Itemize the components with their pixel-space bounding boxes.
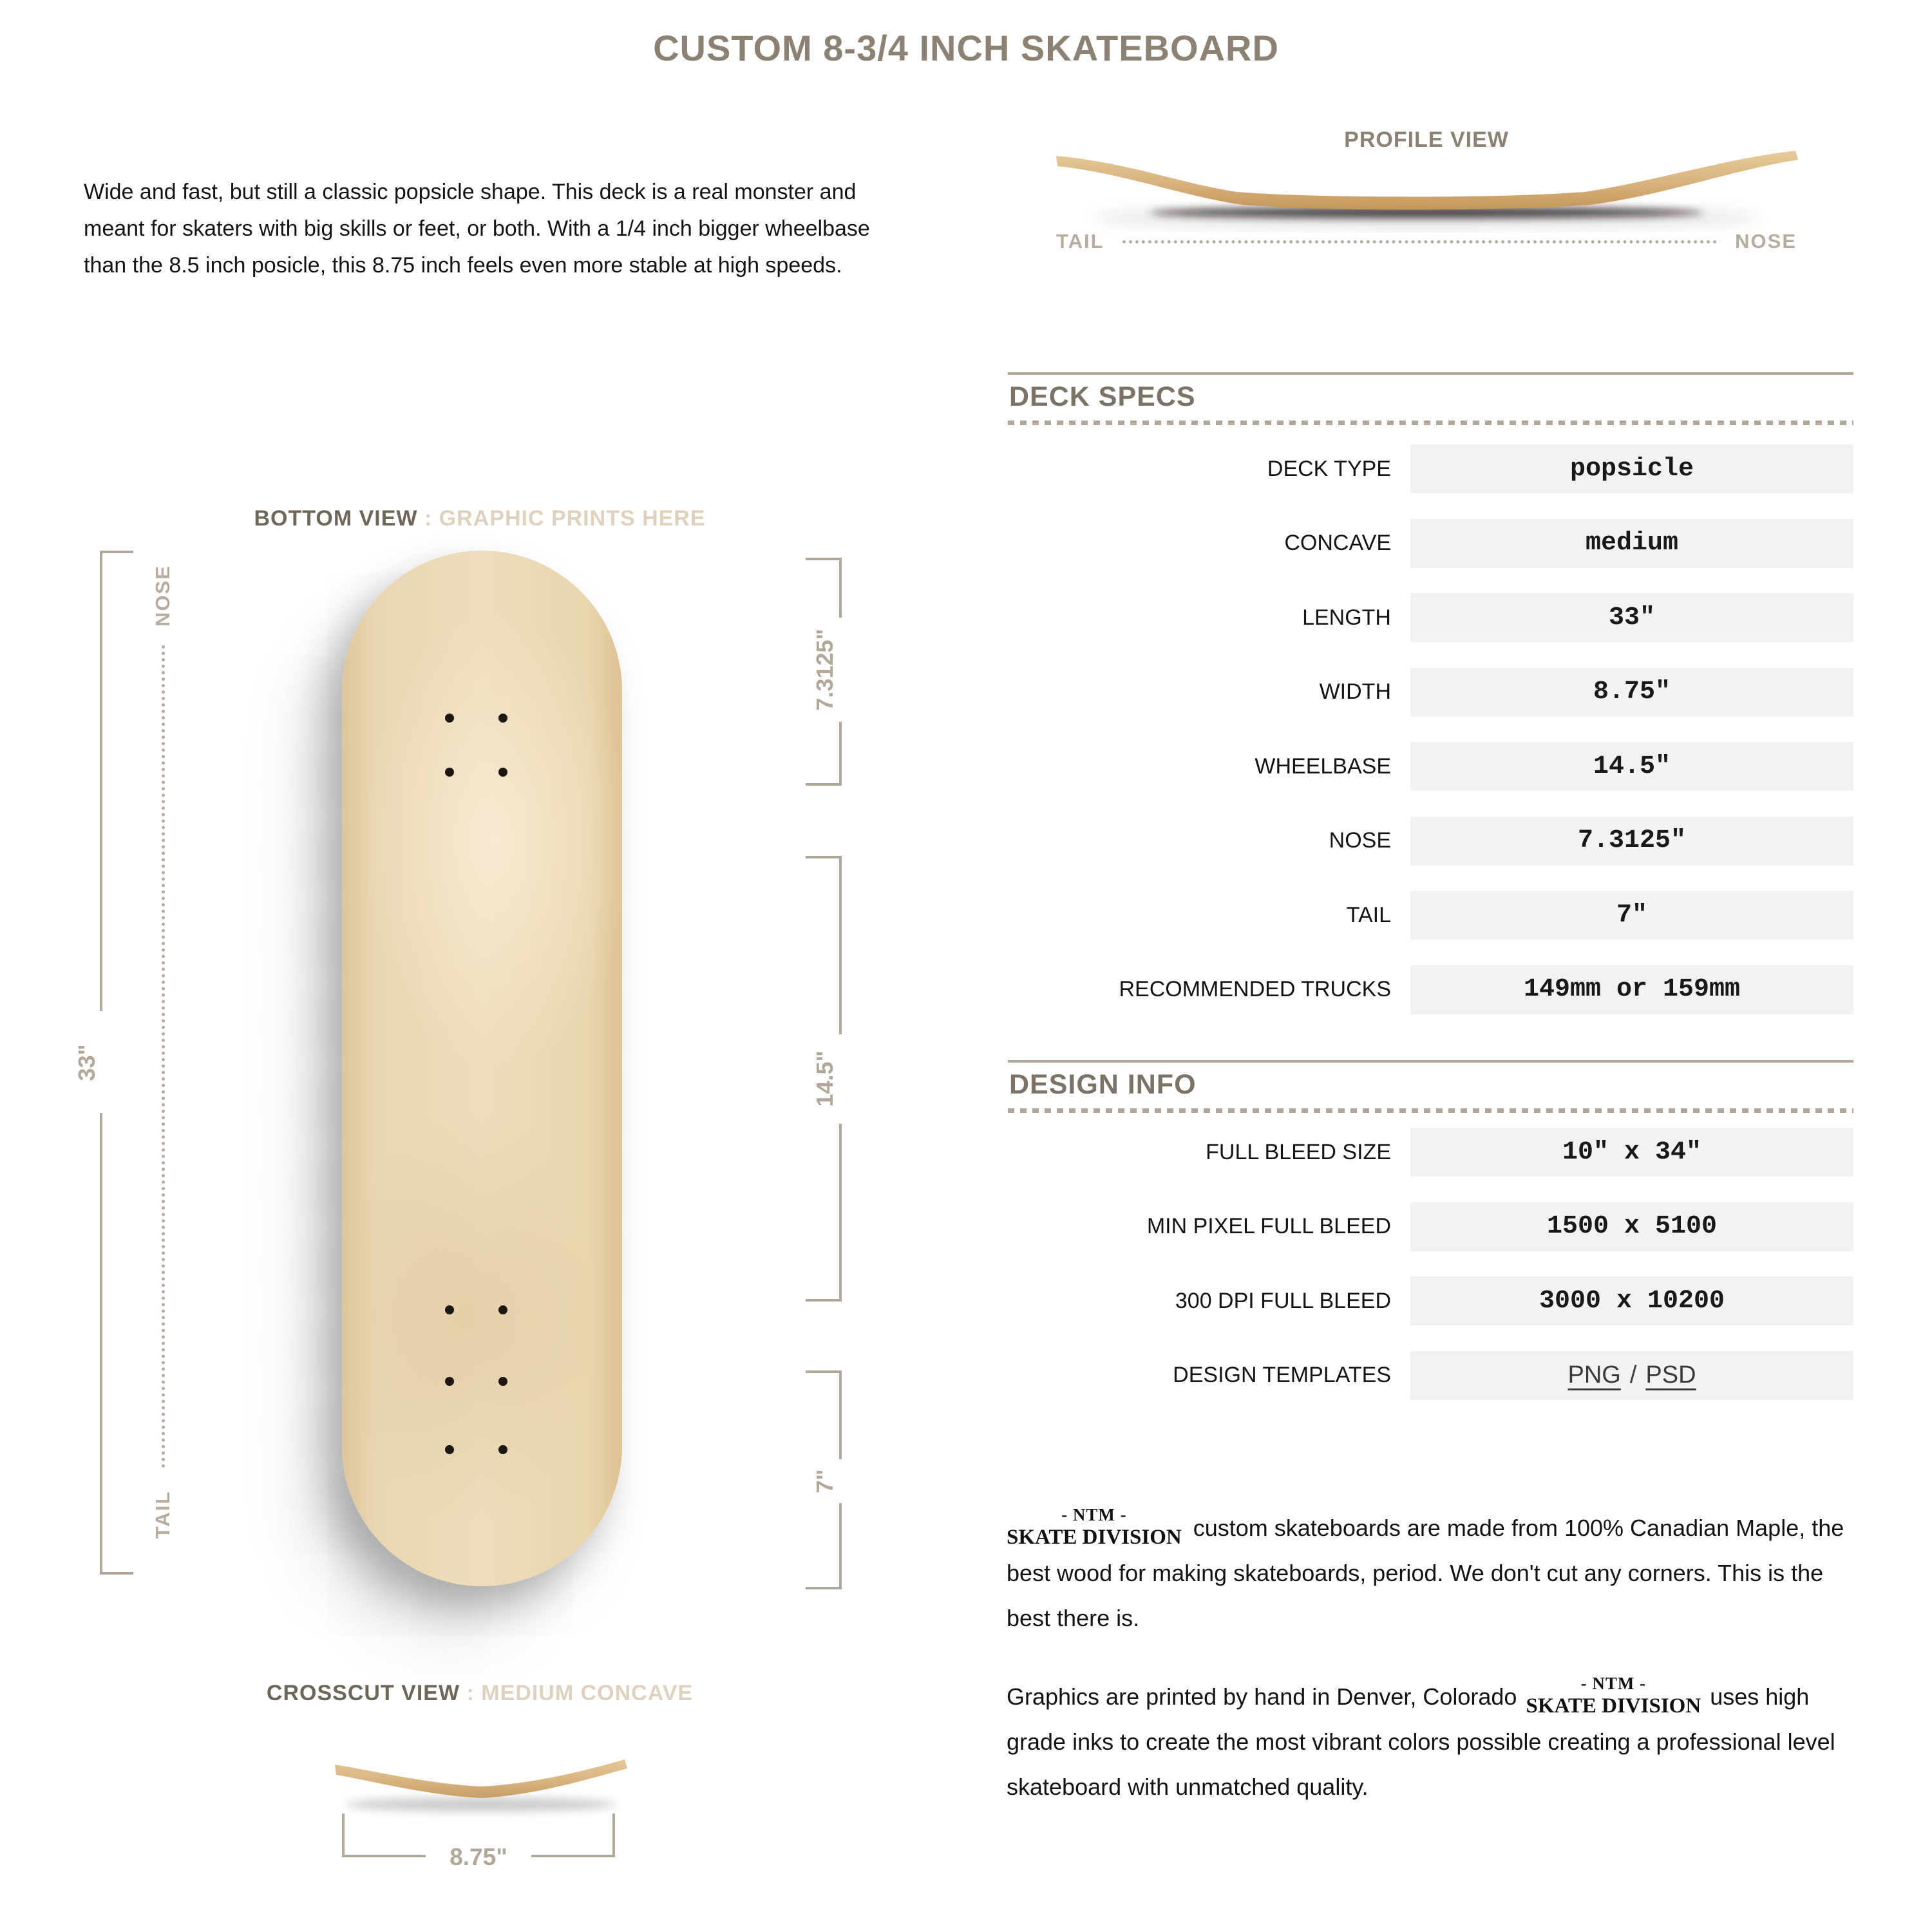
spec-value: 33" (1410, 593, 1853, 642)
about-paragraph-materials (1007, 1506, 1863, 1641)
section-solid-rule (1008, 1060, 1853, 1063)
truck-hole (498, 1377, 507, 1386)
brand-line-2: SKATE DIVISION (1007, 1526, 1182, 1549)
title-separator: : (424, 506, 433, 531)
spec-label: RECOMMENDED TRUCKS (1119, 977, 1391, 1001)
deck-specs-table (1008, 444, 1853, 1039)
nose-bracket-bottom-tick (806, 783, 842, 786)
design-row-min-pixel-full-bleed (1008, 1202, 1853, 1251)
spec-row-width (1008, 668, 1853, 717)
deck-specs-section-header (1008, 372, 1853, 425)
section-dashed-rule (1008, 1108, 1853, 1113)
profile-tail-label: TAIL (1056, 230, 1104, 252)
wheelbase-bracket-line (839, 1124, 842, 1302)
spec-label: WHEELBASE (1255, 753, 1391, 779)
bottom-view-title (126, 506, 834, 531)
spec-value: 14.5" (1410, 742, 1853, 791)
truck-hole (445, 714, 454, 723)
spec-label: WIDTH (1319, 679, 1391, 704)
page-title: CUSTOM 8-3/4 INCH SKATEBOARD (653, 28, 1279, 68)
bottom-view-title-main: BOTTOM VIEW (254, 506, 418, 531)
spec-value: 8.75" (1410, 668, 1853, 717)
about-paragraph-printing (1007, 1674, 1863, 1810)
design-row-templates (1008, 1351, 1853, 1400)
template-links (1410, 1351, 1853, 1400)
spec-label: MIN PIXEL FULL BLEED (1146, 1214, 1391, 1238)
crosscut-view-title (126, 1681, 834, 1706)
spec-value: medium (1410, 519, 1853, 568)
truck-hole (498, 768, 507, 777)
nose-tail-dotted-line (162, 645, 165, 1468)
spec-value: 7.3125" (1410, 817, 1853, 866)
width-bracket-line (531, 1855, 615, 1857)
spec-value: 149mm or 159mm (1410, 965, 1853, 1014)
spec-label: DESIGN TEMPLATES (1173, 1363, 1391, 1387)
about-text-1: custom skateboards are made from 100% Canadian Maple, the best wood for making skateboards, period. We don't cut any corners. This is the best there is. (1007, 1515, 1844, 1631)
spec-row-tail (1008, 891, 1853, 940)
tail-bracket-bottom-tick (806, 1587, 842, 1589)
brand-line-1: - NTM - (1061, 1505, 1127, 1524)
width-bracket-left-tick (342, 1814, 345, 1857)
ntm-skate-division-logo (1526, 1675, 1701, 1717)
length-bracket-top-tick (100, 551, 133, 553)
width-bracket-right-tick (612, 1814, 615, 1857)
crosscut-title-sub: MEDIUM CONCAVE (481, 1681, 694, 1705)
brand-line-1: - NTM - (1580, 1674, 1647, 1693)
bottom-view-nose-label: NOSE (151, 565, 174, 627)
intro-paragraph: Wide and fast, but still a classic popsicle shape. This deck is a real monster and meant for skaters with big skills or feet, or both. With a 1/4 inch bigger wheelbase than the 8.5 inch posicle, this 8.75 inch feels even more stable at high speeds. (84, 180, 870, 278)
design-row-full-bleed-size (1008, 1128, 1853, 1177)
spec-row-wheelbase (1008, 742, 1853, 791)
spec-row-recommended-trucks (1008, 965, 1853, 1014)
ntm-skate-division-logo (1007, 1506, 1182, 1548)
wheelbase-bracket-bottom-tick (806, 1299, 842, 1302)
about-text-2-tail: uses high grade inks to create the most vibrant colors possible creating a professional level skateboard with unmatched quality. (1007, 1683, 1835, 1800)
design-row-300dpi-full-bleed (1008, 1276, 1853, 1325)
design-info-section-header (1008, 1060, 1853, 1113)
png-template-link[interactable]: PNG (1567, 1361, 1621, 1388)
design-info-table (1008, 1128, 1853, 1425)
spec-value: popsicle (1410, 444, 1853, 493)
profile-deck-image (1050, 146, 1803, 232)
section-dashed-rule (1008, 421, 1853, 425)
crosscut-image (330, 1750, 632, 1821)
spec-row-concave (1008, 519, 1853, 568)
spec-value: 1500 x 5100 (1410, 1202, 1853, 1251)
truck-hole (445, 1377, 454, 1386)
tail-dimension-label: 7" (811, 1469, 838, 1493)
bottom-view-title-sub: GRAPHIC PRINTS HERE (439, 506, 706, 531)
brand-line-2: SKATE DIVISION (1526, 1694, 1701, 1718)
bottom-view-tail-label: TAIL (151, 1490, 174, 1539)
spec-value: 10" x 34" (1410, 1128, 1853, 1177)
profile-axis (1056, 227, 1797, 256)
spec-label: FULL BLEED SIZE (1206, 1139, 1391, 1164)
spec-label: TAIL (1346, 902, 1391, 927)
truck-hole (498, 1305, 507, 1314)
psd-template-link[interactable]: PSD (1645, 1361, 1696, 1388)
spec-row-deck-type (1008, 444, 1853, 493)
link-separator: / (1629, 1361, 1637, 1388)
width-bracket-line (342, 1855, 426, 1857)
spec-row-length (1008, 593, 1853, 642)
length-bracket-line (100, 551, 102, 1011)
truck-hole (445, 1305, 454, 1314)
profile-nose-label: NOSE (1735, 230, 1797, 252)
spec-label: DECK TYPE (1267, 456, 1391, 481)
truck-hole (498, 714, 507, 723)
spec-row-nose (1008, 817, 1853, 866)
length-dimension-label: 33" (73, 1044, 100, 1081)
tail-to-nose-dotted-line (1122, 240, 1718, 243)
title-separator: : (466, 1681, 475, 1705)
width-dimension-label: 8.75" (450, 1844, 507, 1870)
deck-specs-heading: DECK SPECS (1009, 381, 1196, 412)
wheelbase-dimension-label: 14.5" (811, 1050, 838, 1107)
nose-bracket-top-tick (806, 558, 842, 560)
spec-value: 3000 x 10200 (1410, 1276, 1853, 1325)
profile-view-title: PROFILE VIEW (1344, 128, 1509, 152)
wheelbase-bracket-top-tick (806, 856, 842, 858)
length-bracket-line (100, 1113, 102, 1575)
nose-dimension-label: 7.3125" (811, 629, 838, 711)
length-bracket-bottom-tick (100, 1572, 133, 1575)
design-info-heading: DESIGN INFO (1009, 1069, 1197, 1100)
spec-label: NOSE (1329, 828, 1391, 853)
crosscut-title-main: CROSSCUT VIEW (266, 1681, 460, 1705)
tail-bracket-top-tick (806, 1370, 842, 1373)
section-solid-rule (1008, 372, 1853, 375)
truck-hole (445, 1445, 454, 1454)
about-text-2-lead: Graphics are printed by hand in Denver, Colorado (1007, 1683, 1517, 1710)
deck-bottom-image (342, 551, 622, 1586)
spec-label: CONCAVE (1284, 531, 1391, 555)
truck-hole (445, 768, 454, 777)
truck-hole (498, 1445, 507, 1454)
spec-label: 300 DPI FULL BLEED (1175, 1288, 1391, 1313)
spec-label: LENGTH (1302, 605, 1391, 630)
spec-value: 7" (1410, 891, 1853, 940)
